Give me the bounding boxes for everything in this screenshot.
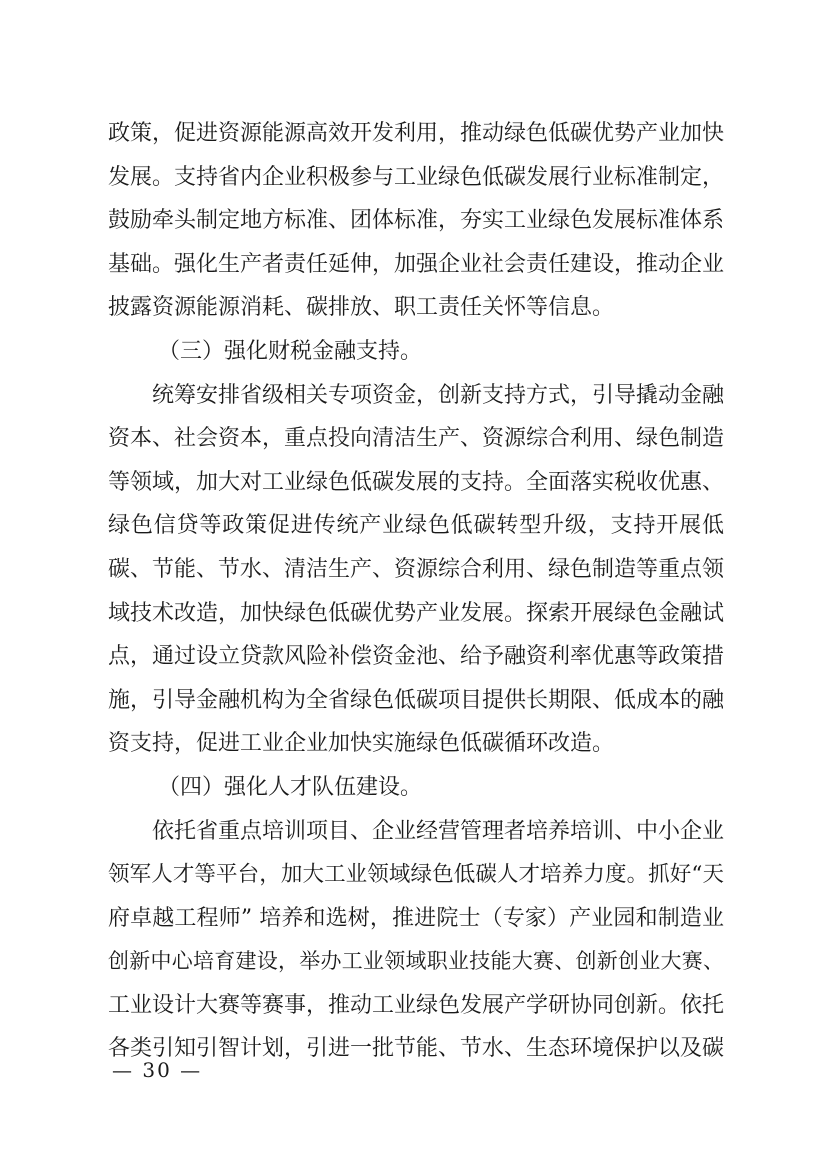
text-line: 域技术改造，加快绿色低碳优势产业发展。探索开展绿色金融试 [108,600,725,626]
page-number: — 30 — [112,1058,203,1082]
text-line: 政策，促进资源能源高效开发利用，推动绿色低碳优势产业加快 [108,121,725,146]
body-text [108,112,724,1071]
text-line: 资支持，促进工业企业加快实施绿色低碳循环改造。 [108,731,615,757]
text-line: 领军人才等平台，加大工业领域绿色低碳人才培养力度。抓好“天 [108,862,724,888]
section-heading: （四）强化人才队伍建设。 [158,774,423,800]
text-line: 点，通过设立贷款风险补偿资金池、给予融资利率优惠等政策措 [108,644,725,670]
text-line: 资本、社会资本，重点投向清洁生产、资源综合利用、绿色制造 [108,426,725,452]
text-line: 发展。支持省内企业积极参与工业绿色低碳发展行业标准制定， [108,164,725,190]
text-line: 各类引知引智计划，引进一批节能、节水、生态环境保护以及碳 [108,1036,725,1062]
text-line: 府卓越工程师” 培养和选树，推进院士（专家）产业园和制造业 [108,905,724,931]
text-line: 披露资源能源消耗、碳排放、职工责任关怀等信息。 [108,295,615,321]
text-line: 工业设计大赛等赛事，推动工业绿色发展产学研协同创新。依托 [108,992,725,1018]
text-line: 等领域，加大对工业绿色低碳发展的支持。全面落实税收优惠、 [108,469,725,495]
paragraph-first-line: 依托省重点培训项目、企业经营管理者培养培训、中小企业 [152,818,725,844]
paragraph-first-line: 统筹安排省级相关专项资金，创新支持方式，引导撬动金融 [152,382,725,408]
text-line: 施，引导金融机构为全省绿色低碳项目提供长期限、低成本的融 [108,687,725,713]
text-line: 绿色信贷等政策促进传统产业绿色低碳转型升级，支持开展低 [108,513,724,539]
section-heading: （三）强化财税金融支持。 [158,338,423,364]
text-line: 基础。强化生产者责任延伸，加强企业社会责任建设，推动企业 [108,251,725,277]
text-line: 碳、节能、节水、清洁生产、资源综合利用、绿色制造等重点领 [108,556,725,582]
text-line: 鼓励牵头制定地方标准、团体标准，夯实工业绿色发展标准体系 [108,208,725,234]
text-line: 创新中心培育建设，举办工业领域职业技能大赛、创新创业大赛、 [108,949,724,974]
